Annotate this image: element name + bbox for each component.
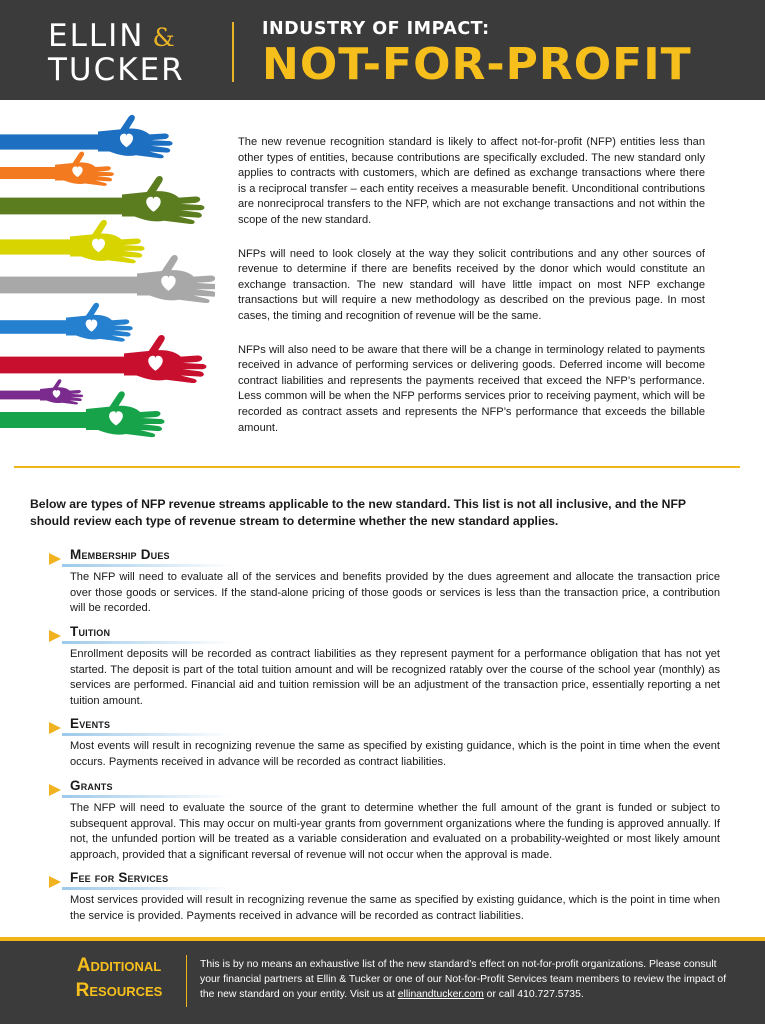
page-footer <box>0 941 765 1024</box>
hand-icon-orange <box>0 152 114 186</box>
footer-title-line-1: Additional <box>76 955 162 976</box>
footer-text <box>200 957 730 1002</box>
hand-icon-red <box>0 335 206 383</box>
footer-title-line-2: Resources <box>75 980 163 1001</box>
triangle-bullet-icon <box>49 553 61 565</box>
section-underline <box>62 733 232 736</box>
header-kicker: INDUSTRY OF IMPACT: <box>262 19 490 39</box>
section-underline <box>62 795 232 798</box>
section-body: The NFP will need to evaluate the source of the grant to determine whether the full amount of the grant is funded or subject to subsequent approval. This may occur on multi-year grants from government organizations where the funding is approved annually. If not, the unfunded portion will be treated as a variable consideration and evaluated on a probability-weighted or most likely amount approach, provided that a significant reversal of revenue will not occur when the approval is made. <box>70 802 720 861</box>
revenue-streams-intro: Below are types of NFP revenue streams applicable to the new standard. This list is not all inclusive, and the NFP should review each type of revenue stream to determine whether the new standard applies. <box>30 497 686 528</box>
section-divider <box>14 466 740 468</box>
intro-text <box>238 135 705 454</box>
intro-paragraph: NFPs will also need to be aware that there will be a change in terminology related to payments received in advance of performing services or delivering goods. Deferred income will become contract liabilities and represents the payments received that exceed the NFP’s performance. Less common will be when the NFP performs services prior to receiving payment, which will be recorded as contract assets and represents the NFP’s performance that exceeds the billable amount. <box>238 343 705 434</box>
hand-icon-gray <box>0 255 215 303</box>
logo-line-2: TUCKER <box>48 52 185 88</box>
hand-icon-blue-2 <box>0 303 133 342</box>
section-title: Events <box>70 716 111 731</box>
ellin-tucker-logo <box>48 20 185 86</box>
intro-paragraph: NFPs will need to look closely at the way they solicit contributions and any other sources of revenue to determine if there are benefits received by the donor which would constitute an exchange transaction. The new standard will have little impact on most NFP exchange transactions but will require a new methodology as described on the previous page. In most cases, the timing and recognition of revenue will be the same. <box>238 247 705 322</box>
section-title: Membership Dues <box>70 547 170 562</box>
footer-text-after-link: or call 410.727.5735. <box>483 989 584 1000</box>
helping-hands-illustration <box>0 110 215 445</box>
section-title: Grants <box>70 778 113 793</box>
additional-resources-heading <box>60 953 178 1003</box>
page-title: NOT-FOR-PROFIT <box>262 39 692 90</box>
website-link[interactable]: ellinandtucker.com <box>397 989 484 1000</box>
section-underline <box>62 641 232 644</box>
hand-icon-blue-1 <box>0 115 173 158</box>
section-body: The NFP will need to evaluate all of the services and benefits provided by the dues agreement and allocate the transaction price over those goods or services. If the stand-alone pricing of those goods or services is less than the transaction price, a contribution will be recorded. <box>70 571 720 615</box>
section-title: Tuition <box>70 624 111 639</box>
section-body: Enrollment deposits will be recorded as contract liabilities as they represent payment for a performance obligation that has not yet started. The deposit is part of the total tuition amount and will be recognized ratably over the course of the school year (monthly) as services are performed. Financial aid and tuition remission will be an adjustment of the transaction price, essentially reporting a net tuition amount. <box>70 648 720 707</box>
logo-ampersand: & <box>152 23 177 52</box>
section-title: Fee for Services <box>70 870 169 885</box>
triangle-bullet-icon <box>49 876 61 888</box>
hand-icon-purple <box>0 379 83 404</box>
intro-paragraph: The new revenue recognition standard is likely to affect not-for-profit (NFP) entities less than other types of entities, because contributions are specifically excluded. The new standard only applies to contracts with customers, which are defined as exchange transactions where there is a reciprocal transfer – each entity receives a measurable benefit. Unconditional contributions are nonreciprocal transfers to the NFP, which are not exchange transactions and not within the scope of the new standard. <box>238 136 705 226</box>
section-body: Most services provided will result in recognizing revenue the same as specified by existing guidance, which is the point in time when the service is provided. Payments received in advance will be recorded as contract liabilities. <box>70 894 720 922</box>
header-divider <box>232 22 234 82</box>
section-underline <box>62 887 232 890</box>
hand-icon-yellow <box>0 220 145 263</box>
triangle-bullet-icon <box>49 784 61 796</box>
footer-text-before-link: This is by no means an exhaustive list of the new standard’s effect on not-for-profit organizations. Please consult your financial partners at Ellin & Tucker or one of our Not-for-Profit Services team members to review the impact of the new standard on your entity. Visit us at <box>200 959 727 1000</box>
section-underline <box>62 564 232 567</box>
footer-divider <box>186 955 187 1007</box>
triangle-bullet-icon <box>49 722 61 734</box>
triangle-bullet-icon <box>49 630 61 642</box>
page-header <box>0 0 765 100</box>
section-body: Most events will result in recognizing revenue the same as specified by existing guidance, which is the point in time when the event occurs. Payments received in advance will be recorded as contract liabilities. <box>70 740 720 768</box>
logo-line-1: ELLIN <box>48 18 145 54</box>
